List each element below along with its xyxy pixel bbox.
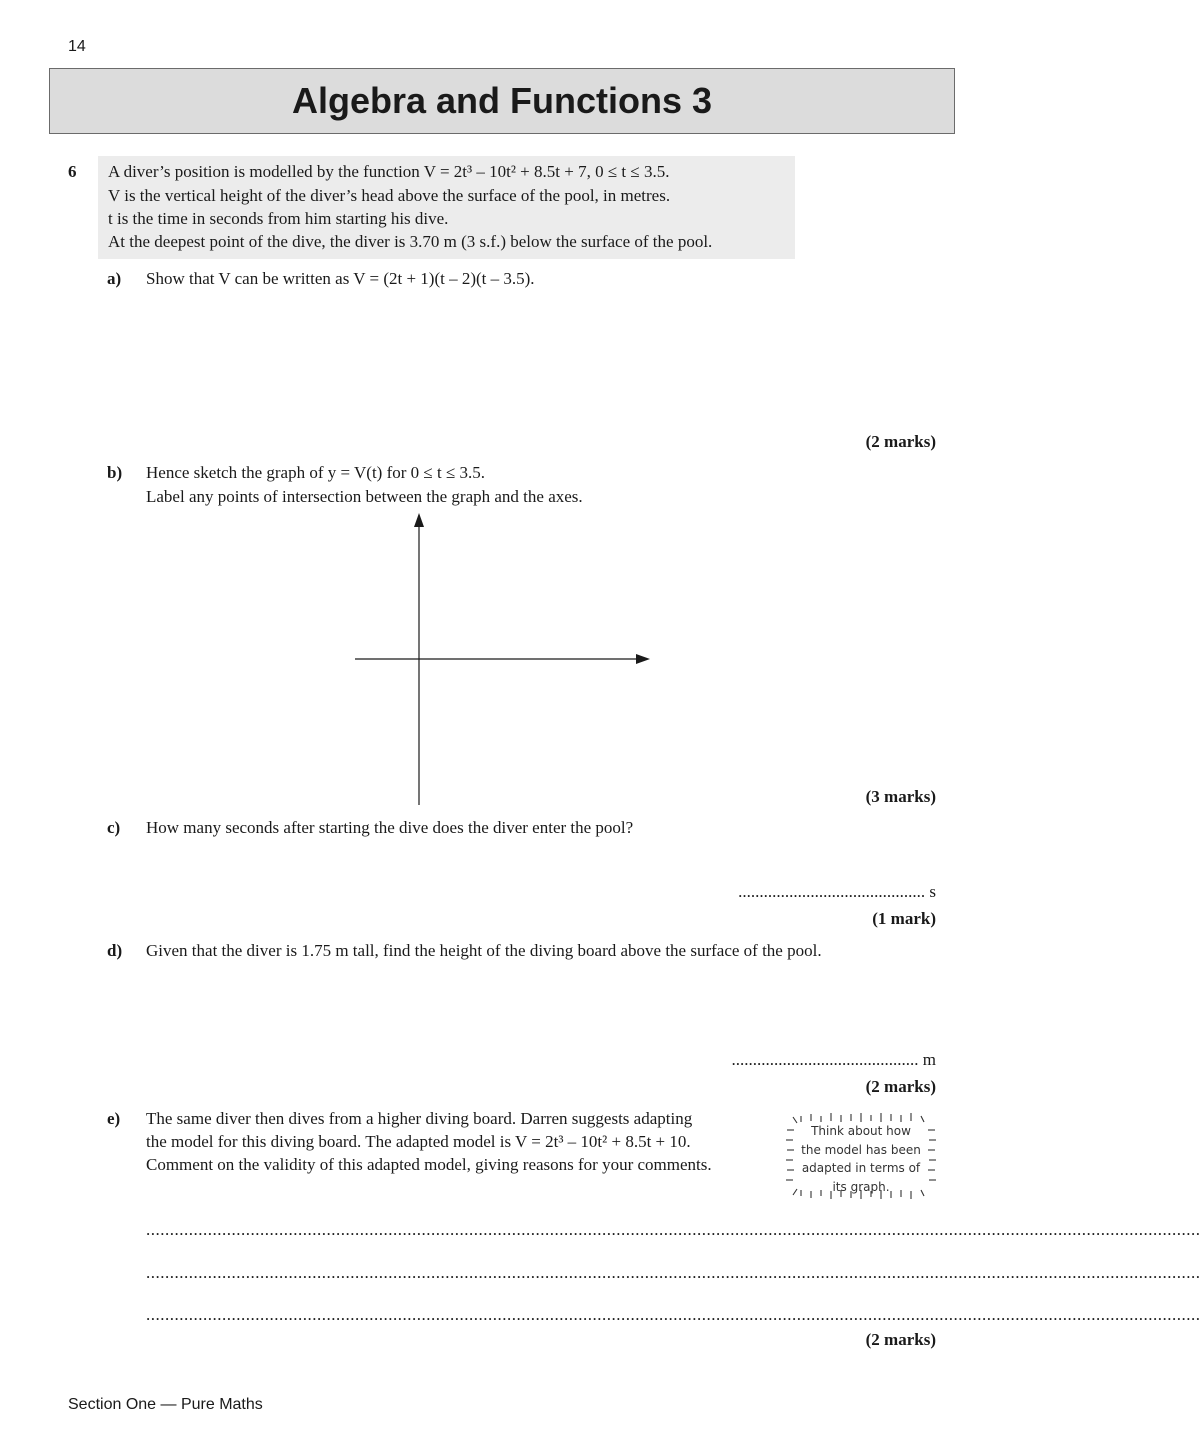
part-d-label: d) [107, 941, 123, 960]
part-b-text: Label any points of intersection between the graph and the axes. [146, 487, 583, 506]
answer-line[interactable]: .............................................................................................................................................................................................................................. [146, 1305, 1201, 1324]
hint-text: Think about how the model has been adapted in terms of its graph. [801, 1124, 921, 1194]
question-number: 6 [68, 162, 77, 181]
footer-section: Section One — Pure Maths [68, 1396, 263, 1413]
answer-line[interactable]: .............................................................................................................................................................................................................................. [146, 1220, 1201, 1239]
part-e-text: Comment on the validity of this adapted model, giving reasons for your comments. [146, 1155, 712, 1174]
part-e-marks: (2 marks) [865, 1330, 936, 1349]
vertical-axis-arrow-icon [414, 513, 424, 527]
part-c-answer-line[interactable]: ............................................ s [738, 882, 936, 901]
intro-line: A diver’s position is modelled by the function V = 2t³ – 10t² + 8.5t + 7, 0 ≤ t ≤ 3.5. [108, 162, 670, 181]
horizontal-axis-arrow-icon [636, 654, 650, 664]
part-b-text: Hence sketch the graph of y = V(t) for 0 ≤ t ≤ 3.5. [146, 463, 486, 482]
part-d-marks: (2 marks) [865, 1077, 936, 1096]
part-a-text: Show that V can be written as V = (2t + 1)(t – 2)(t – 3.5). [146, 269, 535, 288]
sketch-axes[interactable] [340, 505, 670, 815]
part-b-label: b) [107, 463, 123, 482]
answer-line[interactable]: .............................................................................................................................................................................................................................. [146, 1263, 1201, 1282]
part-d-answer-line[interactable]: ............................................ m [731, 1050, 936, 1069]
page-number: 14 [68, 38, 86, 55]
part-b-marks: (3 marks) [865, 787, 936, 806]
part-c-marks: (1 mark) [872, 909, 936, 928]
part-e-label: e) [107, 1109, 121, 1128]
part-a-marks: (2 marks) [865, 432, 936, 451]
part-e-text: The same diver then dives from a higher diving board. Darren suggests adapting [146, 1109, 693, 1128]
part-d-text: Given that the diver is 1.75 m tall, find the height of the diving board above the surface of the pool. [146, 941, 822, 960]
part-e-text: the model for this diving board. The adapted model is V = 2t³ – 10t² + 8.5t + 10. [146, 1132, 691, 1151]
title-bar [49, 68, 955, 134]
intro-line: t is the time in seconds from him starting his dive. [108, 209, 449, 228]
part-c-label: c) [107, 818, 121, 837]
page-title: Algebra and Functions 3 [291, 80, 713, 121]
intro-line: V is the vertical height of the diver’s head above the surface of the pool, in metres. [108, 186, 671, 205]
part-a-label: a) [107, 269, 122, 288]
intro-line: At the deepest point of the dive, the diver is 3.70 m (3 s.f.) below the surface of the pool. [108, 232, 713, 251]
part-c-text: How many seconds after starting the dive does the diver enter the pool? [146, 818, 634, 837]
